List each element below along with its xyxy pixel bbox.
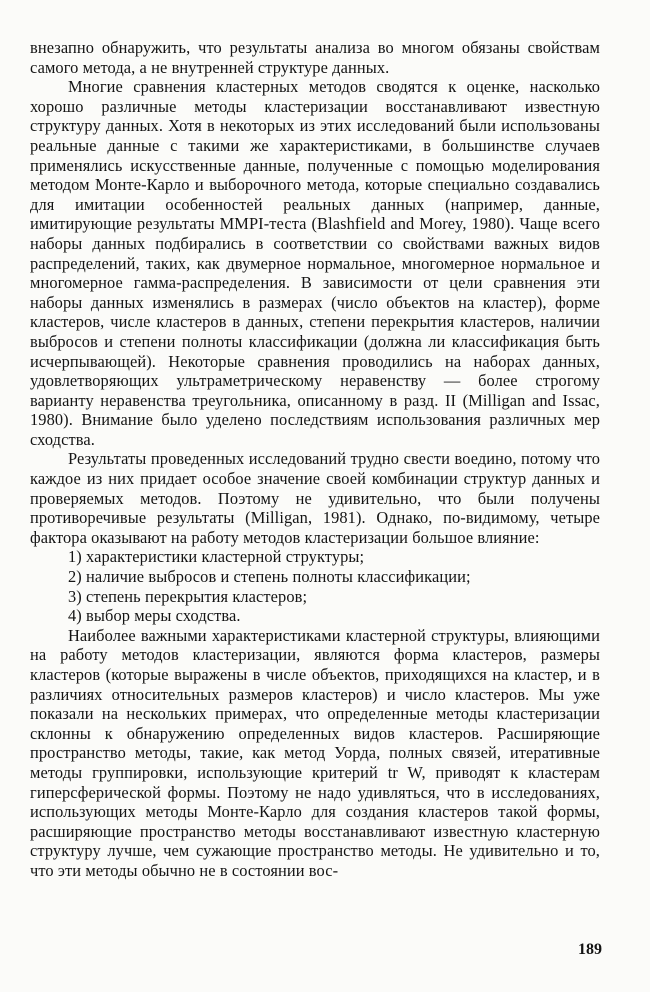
list-item: 2) наличие выбросов и степень полноты классификации;	[68, 567, 471, 587]
paragraph-continuation: внезапно обнаружить, что результаты анализа во многом обязаны свойствам самого метода, а не внутренней структуре данных.	[30, 38, 600, 77]
paragraph-cluster-structure: Наиболее важными характеристиками кластерной структуры, влияющими на работу методов кластеризации, являются форма кластеров, размеры кластеров (которые выражены в числе объектов, приходящихся на кластер, и в различиях относительных размеров кластеров) и число кластеров. Мы уже показали на нескольких примерах, что определенные методы кластеризации склонны к обнаружению определенных видов кластеров. Расширяющие пространство методы, такие, как метод Уорда, полных связей, итеративные методы группировки, использующие критерий tr W, приводят к кластерам гиперсферической формы. Поэтому не надо удивляться, что в исследованиях, использующих методы Монте-Карло для создания кластеров такой формы, расширяющие пространство методы восстанавливают известную кластерную структуру лучше, чем сужающие пространство методы. Не удивительно и то, что эти методы обычно не в состоянии вос-	[30, 625, 600, 880]
body-text	[30, 38, 600, 881]
list-item: 1) характеристики кластерной структуры;	[68, 547, 365, 567]
list-item: 4) выбор меры сходства.	[68, 606, 241, 626]
page-number: 189	[578, 941, 602, 958]
factors-list	[30, 547, 600, 625]
list-item: 3) степень перекрытия кластеров;	[68, 586, 308, 606]
paragraph-cluster-comparisons: Многие сравнения кластерных методов сводятся к оценке, насколько хорошо различные методы кластеризации восстанавливают известную структуру данных. Хотя в некоторых из этих исследований были использованы реальные данные с такими же характеристиками, в большинстве случаев применялись искусственные данные, полученные с помощью моделирования методом Монте-Карло и выборочного метода, которые специально создавались для имитации особенностей реальных данных (например, данные, имитирующие результаты MMPI-теста (Blashfield and Morey, 1980). Чаще всего наборы данных подбирались в соответствии со свойствами важных видов распределений, таких, как двумерное нормальное, многомерное нормальное и многомерное гамма-распределения. В зависимости от цели сравнения эти наборы данных изменялись в размерах (число объектов на кластер), форме кластеров, числе кластеров в данных, степени перекрытия кластеров, наличии выбросов и степени полноты классификации (должна ли классификация быть исчерпывающей). Некоторые сравнения проводились на наборах данных, удовлетворяющих ультраметрическому неравенству — более строгому варианту неравенства треугольника, описанному в разд. II (Milligan and Issac, 1980). Внимание было уделено последствиям использования различных мер сходства.	[30, 77, 600, 449]
paragraph-results-summary: Результаты проведенных исследований трудно свести воедино, потому что каждое из них придает особое значение своей комбинации структур данных и проверяемых методов. Поэтому не удивительно, что были получены противоречивые результаты (Milligan, 1981). Однако, по-видимому, четыре фактора оказывают на работу методов кластеризации большое влияние:	[30, 449, 600, 547]
